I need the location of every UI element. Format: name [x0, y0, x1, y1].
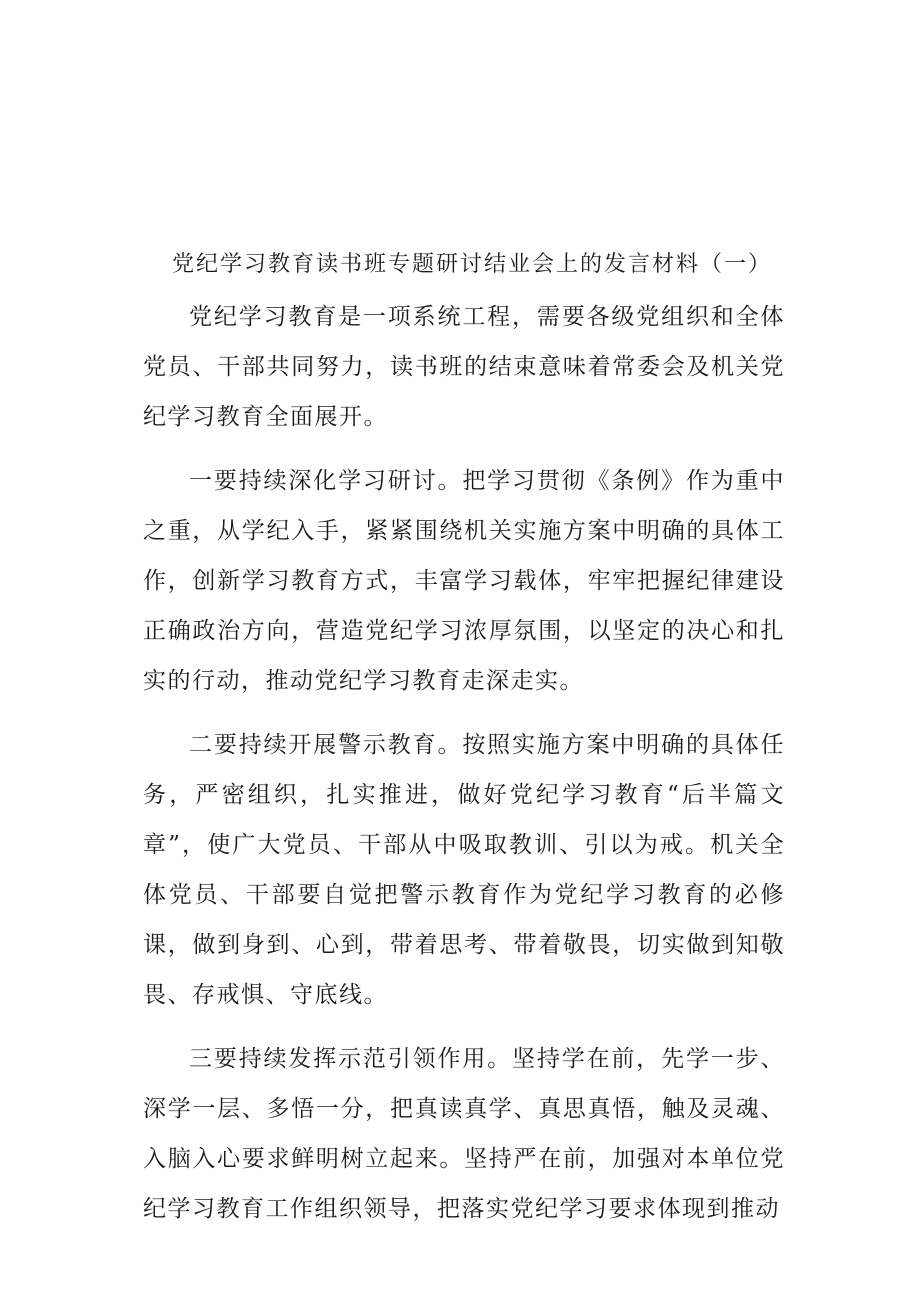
document-body: [143, 292, 785, 1248]
paragraph-exemplary-leadership: 三要持续发挥示范引领作用。坚持学在前，先学一步、深学一层、多悟一分，把真读真学、真思真悟，触及灵魂、入脑入心要求鲜明树立起来。坚持严在前，加强对本单位党纪学习教育工作组织领导，把落实党纪学习要求体现到推动: [143, 1046, 785, 1222]
paragraph-study-discussion: 一要持续深化学习研讨。把学习贯彻《条例》作为重中之重，从学纪入手，紧紧围绕机关实施方案中明确的具体工作，创新学习教育方式，丰富学习载体，牢牢把握纪律建设正确政治方向，营造党纪学习浓厚氛围，以坚定的决心和扎实的行动，推动党纪学习教育走深走实。: [143, 468, 785, 694]
paragraph-warning-education: 二要持续开展警示教育。按照实施方案中明确的具体任务，严密组织，扎实推进，做好党纪学习教育“后半篇文章”，使广大党员、干部从中吸取教训、引以为戒。机关全体党员、干部要自觉把警示教育作为党纪学习教育的必修课，做到身到、心到，带着思考、带着敬畏，切实做到知敬畏、存戒惧、守底线。: [143, 732, 785, 1008]
document-title: 党纪学习教育读书班专题研讨结业会上的发言材料（一）: [172, 252, 773, 277]
paragraph-intro: 党纪学习教育是一项系统工程，需要各级党组织和全体党员、干部共同努力，读书班的结束意味着常委会及机关党纪学习教育全面展开。: [143, 304, 785, 430]
